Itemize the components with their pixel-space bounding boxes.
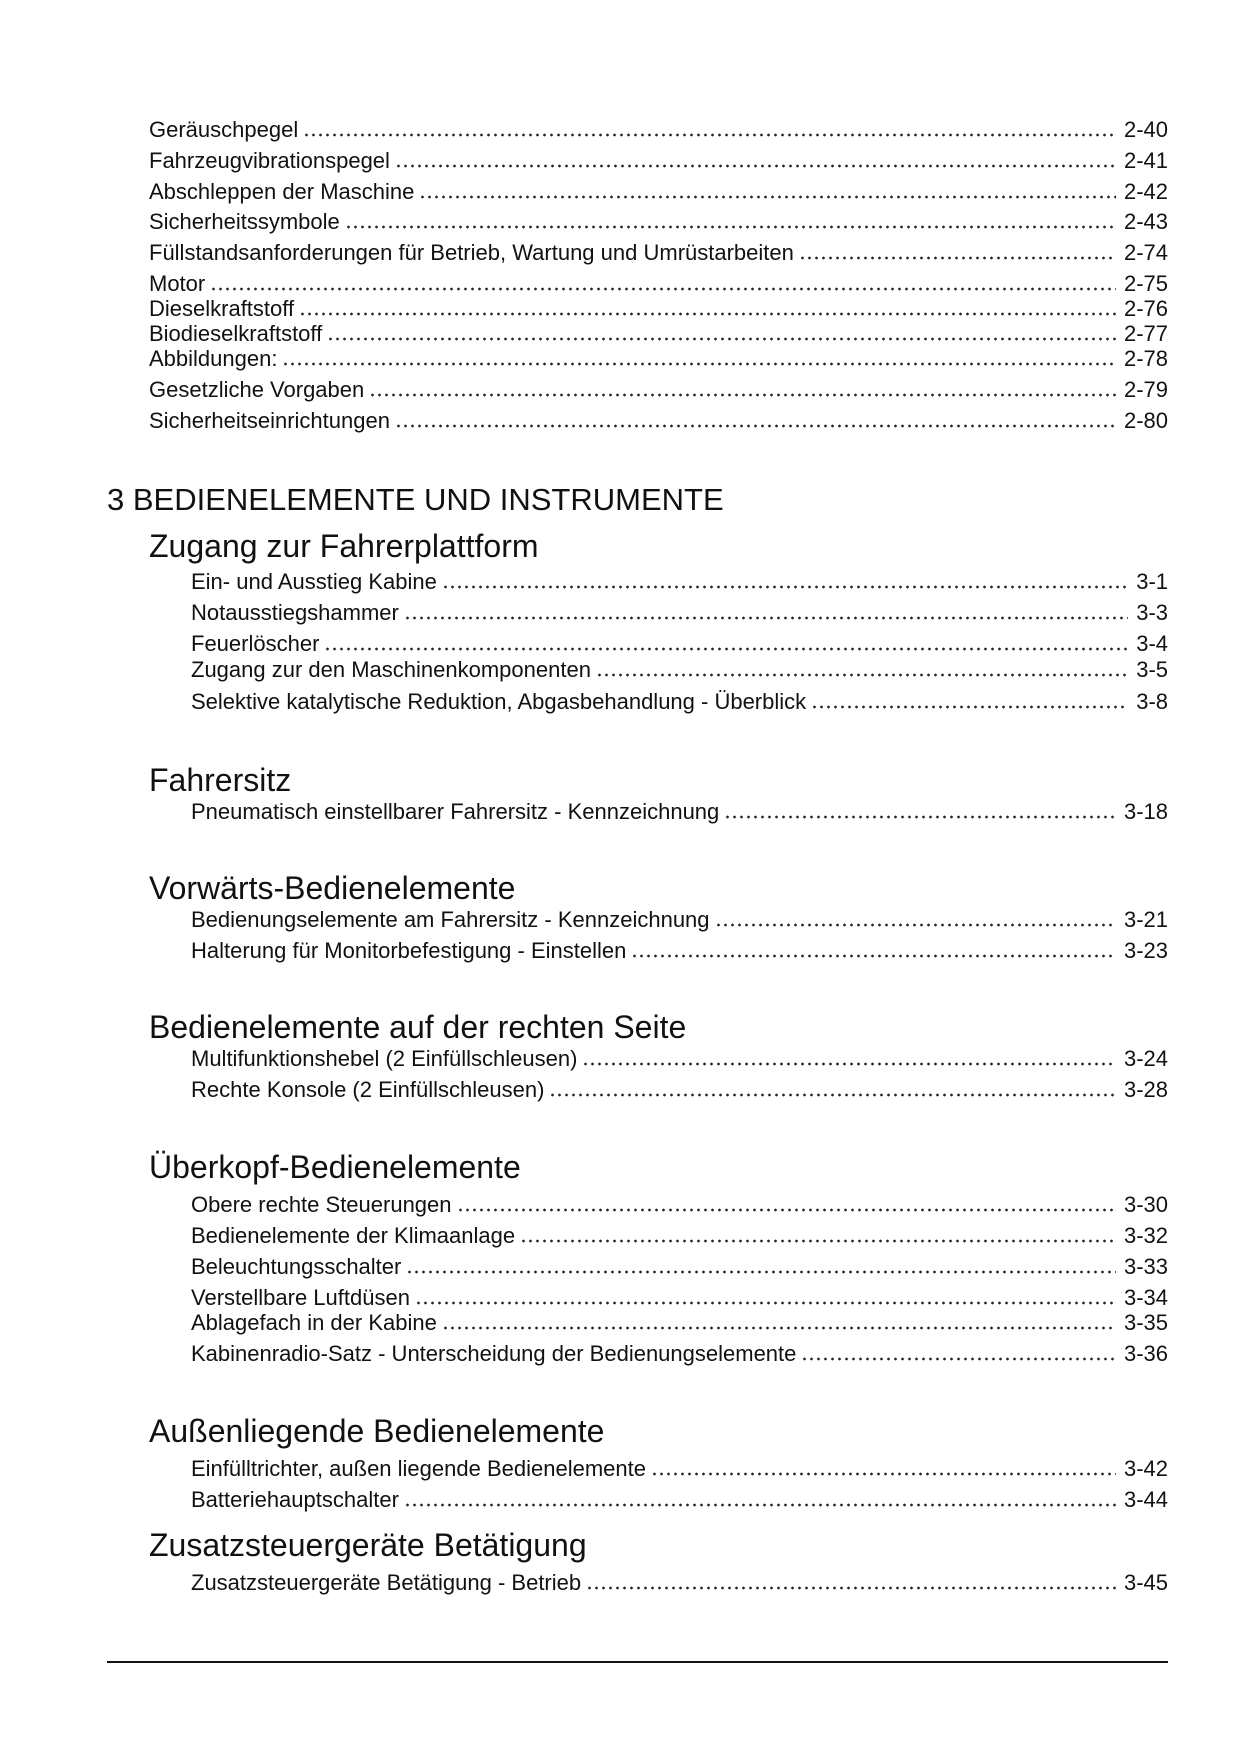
toc-entry-title: Geräuschpegel [149, 117, 299, 142]
toc-entry-title: Gesetzliche Vorgaben [149, 377, 365, 402]
dot-leader [282, 361, 1116, 367]
toc-entry-page: 2-80 [1123, 408, 1168, 433]
toc-entry[interactable] [191, 1484, 1168, 1514]
toc-entry[interactable] [191, 1307, 1168, 1337]
toc-entry-title: Selektive katalytische Reduktion, Abgasbehandlung - Überblick [191, 689, 807, 714]
section-heading: Zusatzsteuergeräte Betätigung [149, 1527, 587, 1563]
dot-leader [324, 646, 1128, 652]
toc-entry-page: 3-8 [1136, 689, 1168, 714]
toc-entry-page: 3-36 [1123, 1341, 1168, 1366]
toc-entry-page: 2-40 [1123, 117, 1168, 142]
toc-entry[interactable] [149, 405, 1168, 435]
toc-entry[interactable] [191, 1567, 1168, 1597]
toc-entry-title: Biodieselkraftstoff [149, 321, 323, 346]
dot-leader [596, 672, 1128, 678]
toc-entry-page: 2-43 [1123, 209, 1168, 234]
section-heading: Zugang zur Fahrerplattform [149, 528, 539, 564]
toc-entry-title: Sicherheitssymbole [149, 209, 340, 234]
toc-entry-page: 3-1 [1136, 569, 1168, 594]
toc-entry-page: 3-42 [1123, 1456, 1168, 1481]
dot-leader [651, 1471, 1116, 1477]
toc-entry-title: Multifunktionshebel (2 Einfüllschleusen) [191, 1046, 578, 1071]
dot-leader [419, 194, 1116, 200]
toc-entry[interactable] [191, 566, 1168, 596]
dot-leader [442, 584, 1128, 590]
dot-leader [799, 255, 1116, 261]
toc-entry-title: Batteriehauptschalter [191, 1487, 399, 1512]
toc-entry-title: Beleuchtungsschalter [191, 1254, 402, 1279]
toc-entry[interactable] [191, 935, 1168, 965]
toc-entry[interactable] [191, 654, 1168, 684]
footer-rule [107, 1661, 1168, 1663]
toc-entry[interactable] [149, 237, 1168, 267]
toc-entry[interactable] [191, 1189, 1168, 1219]
toc-entry-page: 2-77 [1123, 321, 1168, 346]
toc-entry-page: 2-79 [1123, 377, 1168, 402]
dot-leader [724, 814, 1116, 820]
toc-entry[interactable] [149, 374, 1168, 404]
dot-leader [582, 1061, 1116, 1067]
dot-leader [369, 392, 1116, 398]
toc-entry-title: Motor [149, 271, 206, 296]
toc-entry-title: Bedienungselemente am Fahrersitz - Kennzeichnung [191, 907, 710, 932]
toc-entry-page: 3-33 [1123, 1254, 1168, 1279]
dot-leader [406, 1269, 1116, 1275]
dot-leader [442, 1325, 1116, 1331]
toc-entry-page: 3-4 [1136, 631, 1168, 656]
dot-leader [210, 286, 1116, 292]
dot-leader [404, 1502, 1116, 1508]
toc-entry-page: 3-18 [1123, 799, 1168, 824]
toc-entry-title: Füllstandsanforderungen für Betrieb, Wartung und Umrüstarbeiten [149, 240, 794, 265]
section-heading: Überkopf-Bedienelemente [149, 1149, 521, 1185]
dot-leader [631, 953, 1116, 959]
toc-entry-title: Abbildungen: [149, 346, 278, 371]
toc-entry-page: 3-30 [1123, 1192, 1168, 1217]
dot-leader [457, 1207, 1116, 1213]
toc-entry-title: Einfülltrichter, außen liegende Bedienelemente [191, 1456, 646, 1481]
toc-entry-title: Zugang zur den Maschinenkomponenten [191, 657, 591, 682]
toc-entry-title: Zusatzsteuergeräte Betätigung - Betrieb [191, 1570, 582, 1595]
dot-leader [303, 132, 1116, 138]
dot-leader [299, 311, 1116, 317]
dot-leader [404, 615, 1128, 621]
toc-entry-title: Kabinenradio-Satz - Unterscheidung der Bedienungselemente [191, 1341, 797, 1366]
toc-entry-page: 3-28 [1123, 1077, 1168, 1102]
toc-entry-page: 2-42 [1123, 179, 1168, 204]
toc-entry-page: 3-32 [1123, 1223, 1168, 1248]
toc-entry[interactable] [191, 1220, 1168, 1250]
section-heading: Außenliegende Bedienelemente [149, 1413, 605, 1449]
dot-leader [715, 922, 1116, 928]
toc-entry-page: 2-75 [1123, 271, 1168, 296]
dot-leader [520, 1238, 1116, 1244]
toc-entry-page: 3-21 [1123, 907, 1168, 932]
toc-entry[interactable] [191, 597, 1168, 627]
toc-entry-title: Verstellbare Luftdüsen [191, 1285, 410, 1310]
toc-entry-page: 3-5 [1136, 657, 1168, 682]
toc-entry-page: 3-24 [1123, 1046, 1168, 1071]
toc-entry-title: Abschleppen der Maschine [149, 179, 415, 204]
toc-entry-title: Ablagefach in der Kabine [191, 1310, 437, 1335]
section-heading: Fahrersitz [149, 762, 292, 798]
toc-entry-title: Halterung für Monitorbefestigung - Einstellen [191, 938, 627, 963]
section-heading: Bedienelemente auf der rechten Seite [149, 1009, 687, 1045]
toc-entry[interactable] [191, 1074, 1168, 1104]
toc-entry-title: Feuerlöscher [191, 631, 320, 656]
dot-leader [586, 1585, 1116, 1591]
toc-entry-page: 2-76 [1123, 296, 1168, 321]
chapter-heading: 3 BEDIENELEMENTE UND INSTRUMENTE [107, 482, 724, 517]
toc-entry[interactable] [191, 796, 1168, 826]
toc-entry-title: Ein- und Ausstieg Kabine [191, 569, 437, 594]
toc-entry-title: Bedienelemente der Klimaanlage [191, 1223, 516, 1248]
toc-entry-title: Sicherheitseinrichtungen [149, 408, 390, 433]
toc-entry[interactable] [149, 145, 1168, 175]
toc-entry-page: 2-74 [1123, 240, 1168, 265]
toc-entry-title: Dieselkraftstoff [149, 296, 295, 321]
toc-entry[interactable] [149, 114, 1168, 144]
toc-entry[interactable] [191, 1338, 1168, 1368]
toc-entry-title: Fahrzeugvibrationspegel [149, 148, 390, 173]
dot-leader [395, 423, 1116, 429]
section-heading: Vorwärts-Bedienelemente [149, 870, 516, 906]
toc-entry-page: 3-44 [1123, 1487, 1168, 1512]
toc-entry-page: 3-3 [1136, 600, 1168, 625]
dot-leader [327, 336, 1116, 342]
toc-entry[interactable] [149, 343, 1168, 373]
toc-entry[interactable] [191, 1043, 1168, 1073]
toc-entry[interactable] [191, 686, 1168, 716]
dot-leader [415, 1300, 1116, 1306]
dot-leader [395, 163, 1116, 169]
toc-entry[interactable] [149, 176, 1168, 206]
dot-leader [801, 1356, 1116, 1362]
toc-entry[interactable] [191, 1251, 1168, 1281]
toc-entry-page: 2-78 [1123, 346, 1168, 371]
toc-entry-page: 3-34 [1123, 1285, 1168, 1310]
toc-entry[interactable] [191, 1453, 1168, 1483]
toc-entry-page: 3-45 [1123, 1570, 1168, 1595]
toc-entry-title: Rechte Konsole (2 Einfüllschleusen) [191, 1077, 545, 1102]
toc-entry-title: Notausstiegshammer [191, 600, 399, 625]
toc-entry[interactable] [191, 904, 1168, 934]
dot-leader [549, 1092, 1116, 1098]
dot-leader [811, 704, 1128, 710]
dot-leader [345, 224, 1116, 230]
toc-entry-title: Pneumatisch einstellbarer Fahrersitz - Kennzeichnung [191, 799, 720, 824]
toc-entry-title: Obere rechte Steuerungen [191, 1192, 452, 1217]
toc-entry[interactable] [149, 206, 1168, 236]
toc-entry-page: 3-23 [1123, 938, 1168, 963]
toc-entry-page: 2-41 [1123, 148, 1168, 173]
toc-entry-page: 3-35 [1123, 1310, 1168, 1335]
